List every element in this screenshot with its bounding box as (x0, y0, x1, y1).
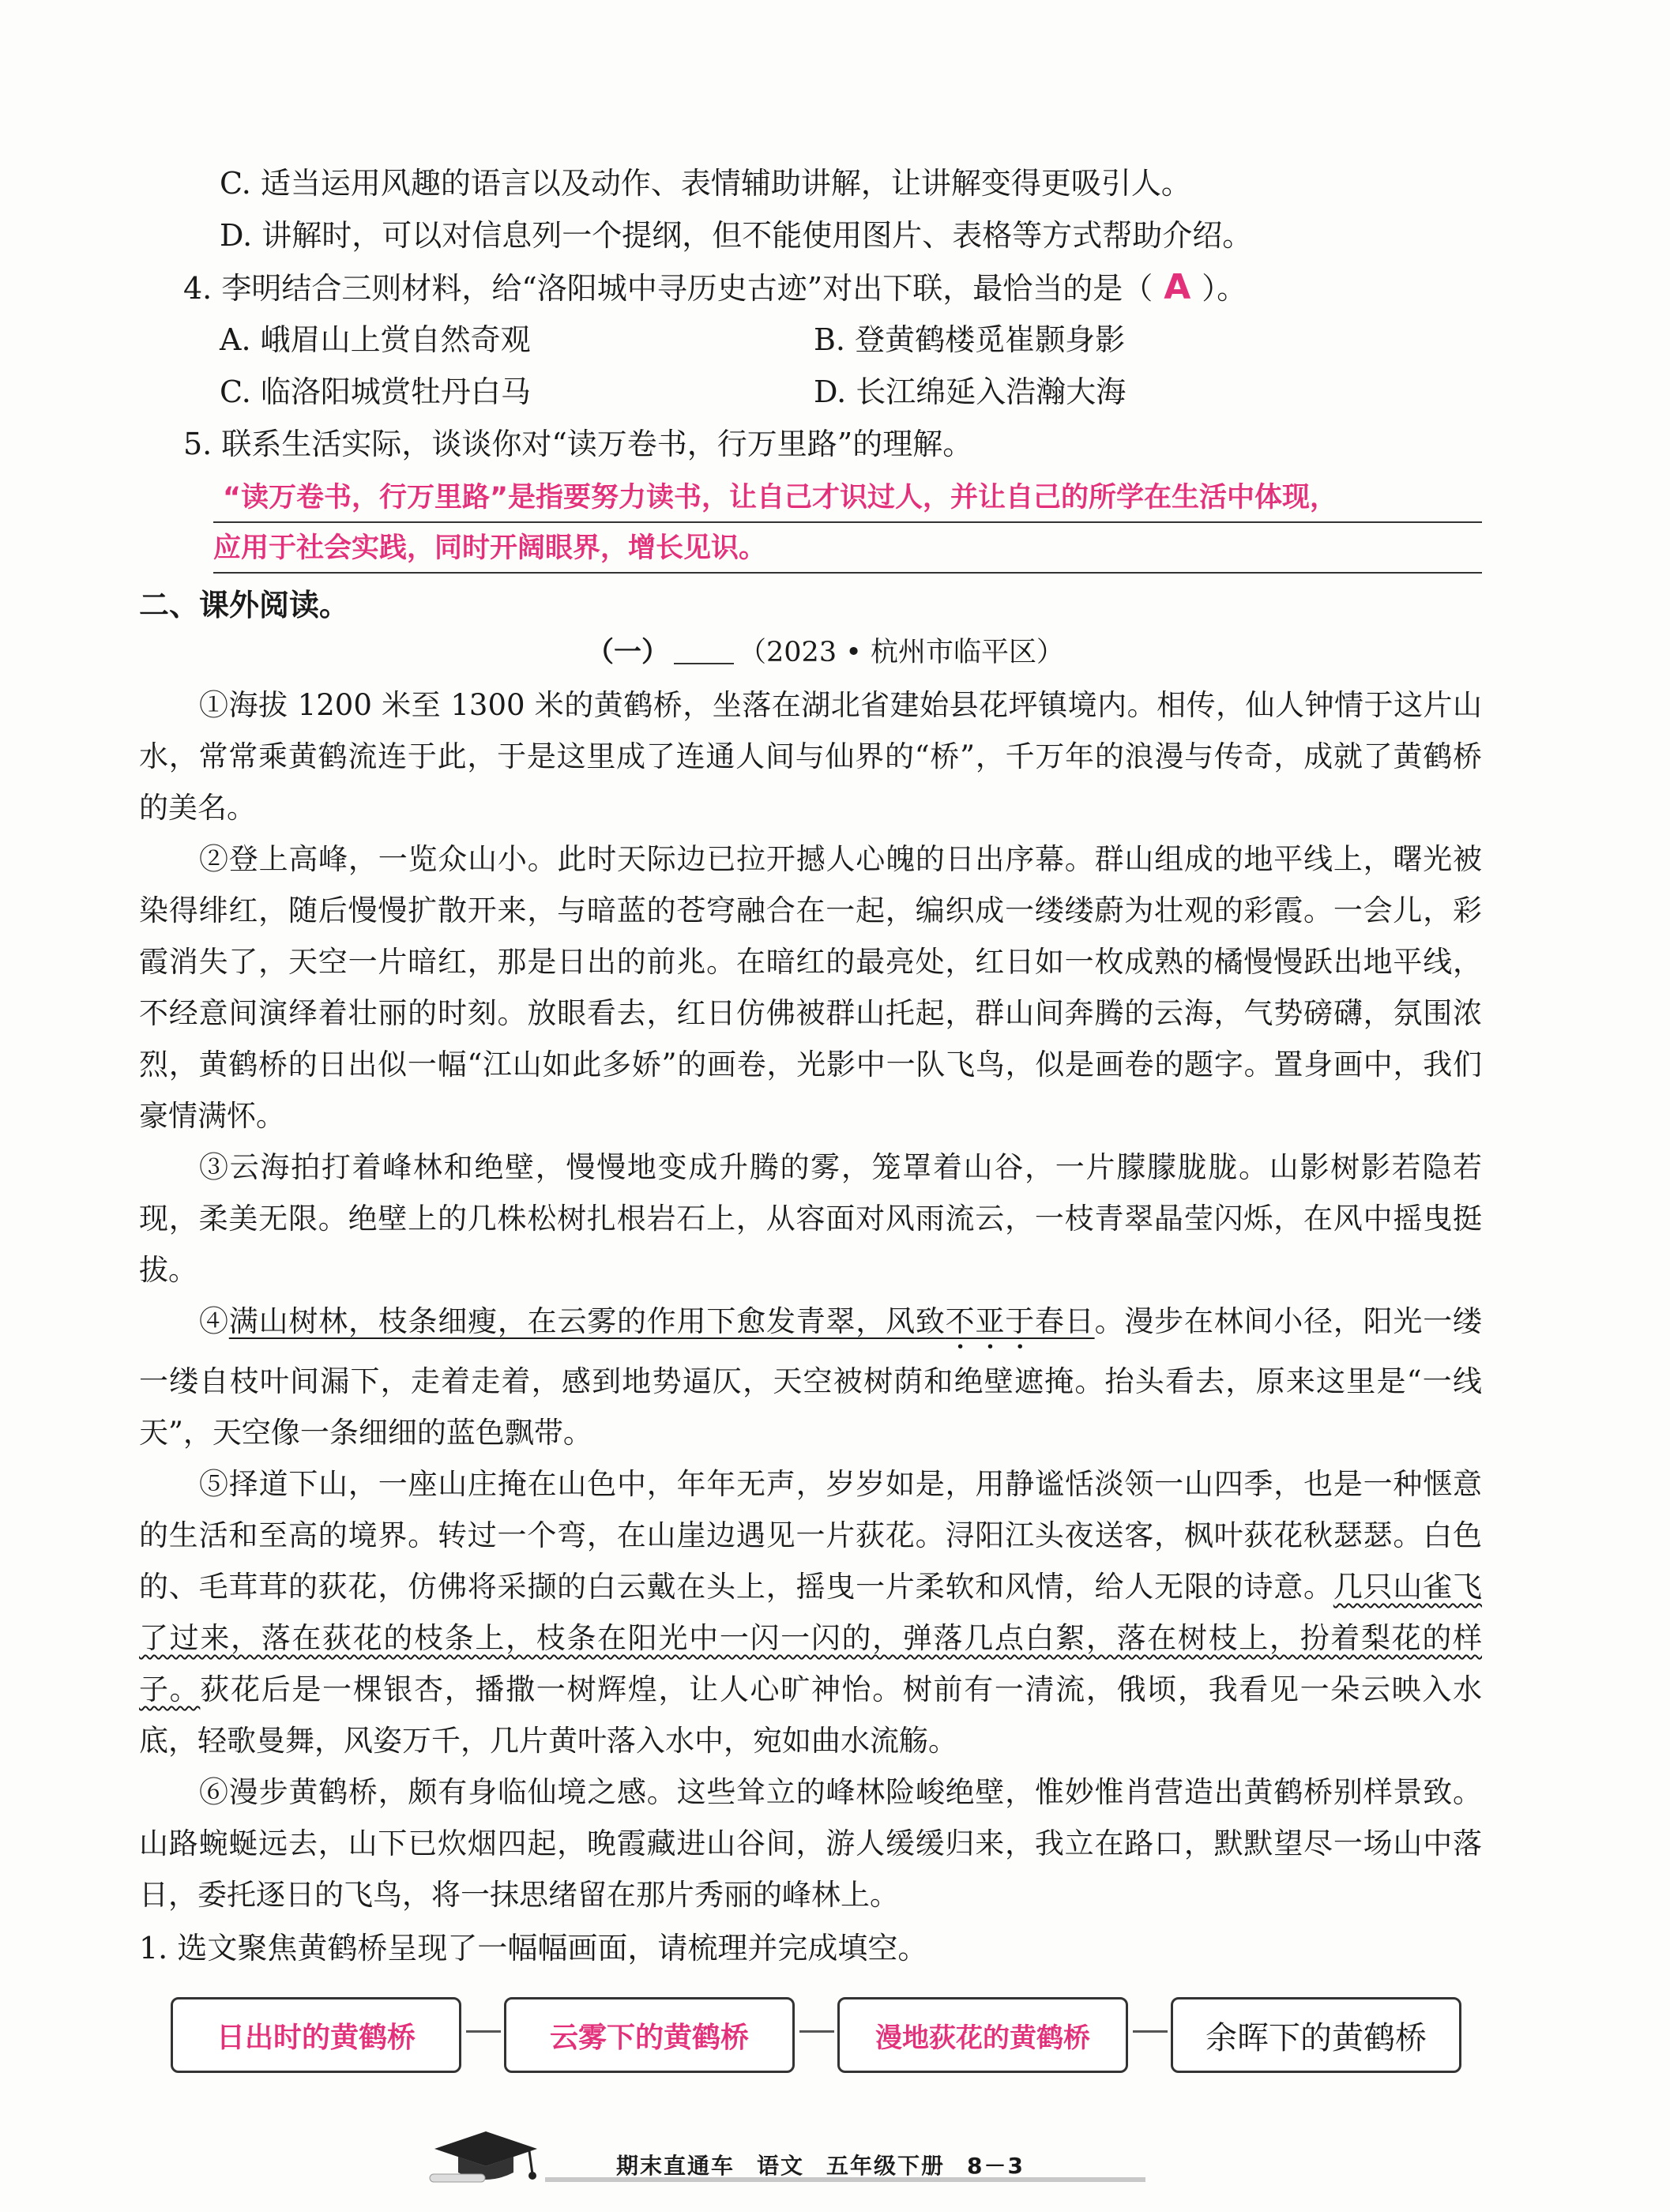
paragraph-1: ①海拔 1200 米至 1300 米的黄鹤桥，坐落在湖北省建始县花坪镇境内。相传，仙人钟情于这片山水，常常乘黄鹤流连于此，于是这里成了连通人间与仙界的“桥”，千万年的浪漫与传奇，成就了黄鹤桥的美名。 (139, 688, 1482, 825)
paragraph-4-num: ④ (199, 1304, 229, 1338)
q5-answer-line2: 应用于社会实践，同时开阔眼界，增长见识。 (213, 532, 767, 564)
q3-option-c: C. 适当运用风趣的语言以及动作、表情辅助讲解，让讲解变得更吸引人。 (220, 166, 1191, 201)
footer-subject: 语文 (757, 2153, 805, 2179)
passage-body (139, 679, 1482, 1920)
q4-stem (183, 267, 1247, 309)
q5-answer-line1: “读万卷书，行万里路”是指要努力读书，让自己才识过人，并让自己的所学在生活中体现， (223, 482, 1338, 514)
answer-rule-1 (213, 521, 1482, 523)
q4-option-b: B. 登黄鹤楼觅崔颢身影 (814, 322, 1126, 357)
answer-rule-2 (213, 572, 1482, 574)
paragraph-4-rest: 。漫步在林间小径，阳光一缕一缕自枝叶间漏下，走着走着，感到地势逼仄，天空被树荫和绝壁遮掩。抬头看去，原来这里是“一线天”，天空像一条细细的蓝色飘带。 (139, 1304, 1483, 1450)
answer-box-4: 余晖下的黄鹤桥 (1171, 1997, 1461, 2073)
q1-stem: 1. 选文聚焦黄鹤桥呈现了一幅幅画面，请梳理并完成填空。 (139, 1931, 928, 1966)
paragraph-5-rest: 荻花后是一棵银杏，播撒一树辉煌，让人心旷神怡。树前有一清流，俄顷，我看见一朵云映入水底，轻歌曼舞，风姿万千，几片黄叶落入水中，宛如曲水流觞。 (139, 1672, 1483, 1758)
footer-rule (545, 2177, 1145, 2182)
connector-1 (466, 2030, 501, 2033)
answer-box-3[interactable]: 漫地荻花的黄鹤桥 (837, 1997, 1128, 2073)
connector-2 (799, 2030, 834, 2033)
wavy-underlined-sentence: 几只山雀飞了过来，落在荻花的枝条上，枝条在阳光中一闪一闪的，弹落几点白絮，落在树枝上，扮着梨花的样子。 (139, 1570, 1483, 1706)
graduation-cap-icon (427, 2125, 545, 2188)
underlined-sentence: 满山树林，枝条细瘦，在云雾的作用下愈发青翠，风致不亚于春日 (228, 1304, 1095, 1338)
paragraph-2: ②登上高峰，一览众山小。此时天际边已拉开撼人心魄的日出序幕。群山组成的地平线上，曙光被染得绯红，随后慢慢扩散开来，与暗蓝的苍穹融合在一起，编织成一缕缕蔚为壮观的彩霞。一会儿，彩霞消失了，天空一片暗红，那是日出的前兆。在暗红的最亮处，红日如一枚成熟的橘慢慢跃出地平线，不经意间演绎着壮丽的时刻。放眼看去，红日仿佛被群山托起，群山间奔腾的云海，气势磅礴，氛围浓烈，黄鹤桥的日出似一幅“江山如此多娇”的画卷，光影中一队飞鸟，似是画卷的题字。置身画中，我们豪情满怀。 (139, 842, 1482, 1133)
title-blank[interactable] (674, 634, 734, 664)
paragraph-5 (139, 1458, 1482, 1766)
paragraph-4 (139, 1296, 1482, 1458)
passage-label: （一） (586, 637, 670, 668)
passage-source: （2023 • 杭州市临平区） (739, 637, 1064, 668)
q4-answer: A (1164, 267, 1191, 307)
emphasis-dots: 不亚于 (945, 1304, 1036, 1338)
q4-stem-before: 4. 李明结合三则材料，给“洛阳城中寻历史古迹”对出下联，最恰当的是（ (183, 271, 1153, 306)
page-footer (616, 2149, 1047, 2180)
q4-option-a: A. 峨眉山上赏自然奇观 (220, 322, 531, 357)
paragraph-5-start: ⑤择道下山，一座山庄掩在山色中，年年无声，岁岁如是，用静谧恬淡领一山四季，也是一种惬意的生活和至高的境界。转过一个弯，在山崖边遇见一片荻花。浔阳江头夜送客，枫叶荻花秋瑟瑟。白色的、毛茸茸的荻花，仿佛将采撷的白云戴在头上，摇曳一片柔软和风情，给人无限的诗意。 (139, 1467, 1482, 1604)
paragraph-3: ③云海拍打着峰林和绝壁，慢慢地变成升腾的雾，笼罩着山谷，一片朦朦胧胧。山影树影若隐若现，柔美无限。绝壁上的几株松树扎根岩石上，从容面对风雨流云，一枝青翠晶莹闪烁，在风中摇曳挺拔。 (139, 1150, 1482, 1287)
paragraph-6: ⑥漫步黄鹤桥，颇有身临仙境之感。这些耸立的峰林险峻绝壁，惟妙惟肖营造出黄鹤桥别样景致。山路蜿蜒远去，山下已炊烟四起，晚霞藏进山谷间，游人缓缓归来，我立在路口，默默望尽一场山中落日，委托逐日的飞鸟，将一抹思绪留在那片秀丽的峰林上。 (139, 1775, 1482, 1912)
footer-grade: 五年级下册 (826, 2153, 946, 2179)
answer-box-2[interactable]: 云雾下的黄鹤桥 (504, 1997, 795, 2073)
q3-option-d: D. 讲解时，可以对信息列一个提纲，但不能使用图片、表格等方式帮助介绍。 (220, 218, 1253, 253)
footer-book: 期末直通车 (616, 2153, 735, 2179)
connector-3 (1133, 2030, 1168, 2033)
passage-heading (586, 632, 1064, 673)
answer-box-1[interactable]: 日出时的黄鹤桥 (171, 1997, 461, 2073)
section-2-title: 二、课外阅读。 (139, 588, 350, 623)
footer-page: 8－3 (967, 2153, 1025, 2179)
q4-option-c: C. 临洛阳城赏牡丹白马 (220, 374, 531, 409)
q4-option-d: D. 长江绵延入浩瀚大海 (814, 374, 1126, 409)
q4-stem-after: ）。 (1202, 271, 1247, 306)
q5-stem: 5. 联系生活实际，谈谈你对“读万卷书，行万里路”的理解。 (183, 427, 973, 461)
